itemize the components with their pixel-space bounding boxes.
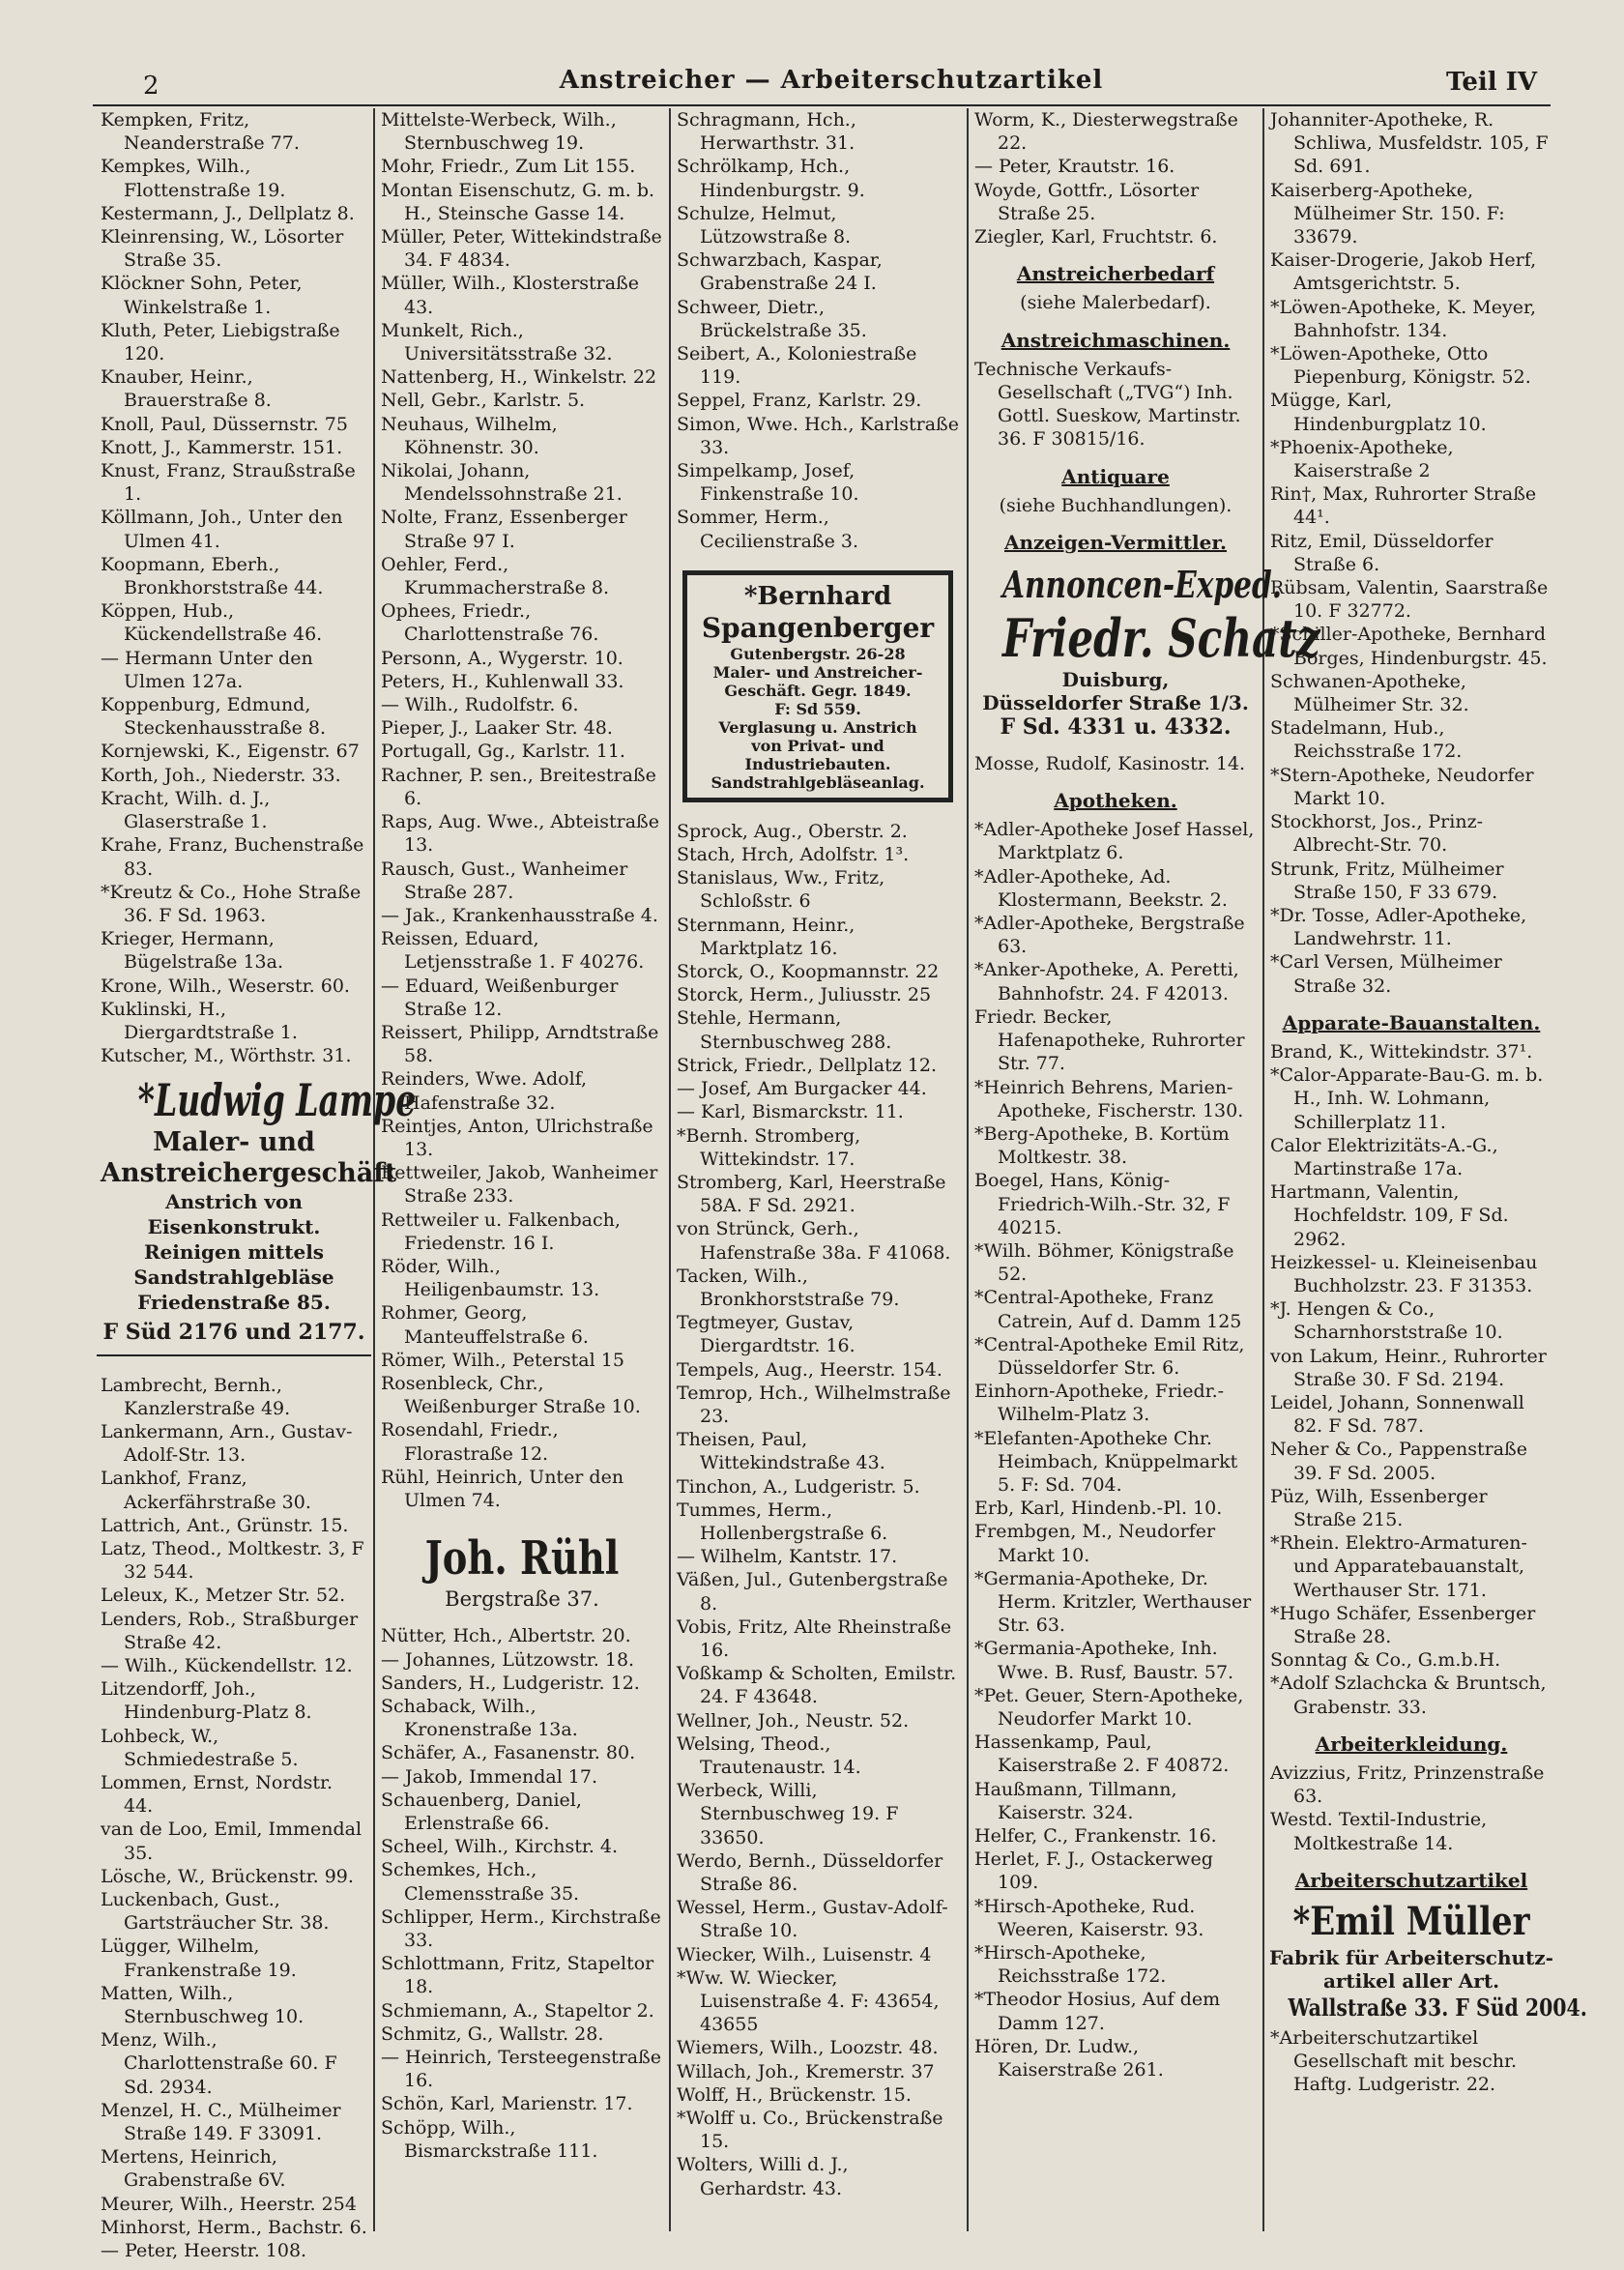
advert-ludwig-lampe (97, 1067, 417, 1355)
advert-spangenberger (682, 570, 953, 802)
entry-list (1266, 1040, 1556, 1719)
directory-entry: Heizkessel- u. Kleineisenbau Buchholzstr. 23. F 31353. (1270, 1251, 1538, 1296)
directory-entry: *Löwen-Apotheke, Otto Piepenburg, Königstr. 52. (1270, 343, 1531, 389)
section-heading: Antiquare (1061, 464, 1170, 488)
directory-entry: Schwanen-Apotheke, Mülheimer Str. 32. (1270, 670, 1469, 716)
directory-entry: Knauber, Heinr., Brauerstraße 8. (101, 366, 272, 412)
column-3 (673, 108, 965, 2235)
directory-entry: — Hermann Unter den Ulmen 127a. (101, 647, 313, 692)
directory-entry: Schmitz, G., Wallstr. 28. (381, 2023, 604, 2045)
directory-entry: von Lakum, Heinr., Ruhrorter Straße 30. F Sd. 2194. (1270, 1345, 1547, 1390)
column-4 (971, 108, 1320, 2235)
directory-entry: Hören, Dr. Ludw., Kaiserstraße 261. (974, 2035, 1164, 2081)
directory-entry: Püz, Wilh, Essenberger Straße 215. (1270, 1485, 1488, 1530)
directory-entry: Knust, Franz, Straußstraße 1. (101, 460, 356, 506)
directory-entry: Simpelkamp, Josef, Finkenstraße 10. (677, 460, 859, 506)
directory-entry: — Wilh., Rudolfstr. 6. (381, 694, 579, 716)
directory-entry: Calor Elektrizitäts-A.-G., Martinstraße 17a. (1270, 1134, 1498, 1179)
directory-entry: *Phoenix-Apotheke, Kaiserstraße 2 (1270, 436, 1454, 482)
directory-entry: Brand, K., Wittekindstr. 37¹. (1270, 1040, 1533, 1062)
advert-joh-ruehl (377, 1529, 667, 1611)
directory-entry: Mosse, Rudolf, Kasinostr. 14. (974, 752, 1246, 774)
directory-entry: Rettweiler u. Falkenbach, Friedenstr. 16 I. (381, 1208, 621, 1254)
entry-list (97, 1374, 371, 2263)
directory-entry: *Wilh. Böhmer, Königstraße 52. (974, 1239, 1234, 1286)
entry-list (97, 108, 371, 1067)
directory-entry: Munkelt, Rich., Universitätsstraße 32. (381, 319, 613, 365)
directory-entry: Lattrich, Ant., Grünstr. 15. (101, 1514, 349, 1536)
directory-entry: *Arbeiterschutzartikel Gesellschaft mit beschr. Haftg. Ludgeristr. 22. (1270, 2026, 1518, 2096)
directory-entry: Lankermann, Arn., Gustav-Adolf-Str. 13. (101, 1420, 353, 1467)
directory-entry: Nolte, Franz, Essenberger Straße 97 I. (381, 507, 627, 552)
directory-entry: Kestermann, J., Dellplatz 8. (101, 202, 355, 224)
advert-line: Anstreichergeschäft (101, 1158, 397, 1189)
directory-entry: — Josef, Am Burgacker 44. (677, 1078, 927, 1100)
directory-entry: Mohr, Friedr., Zum Lit 155. (381, 156, 636, 178)
directory-entry: *Heinrich Behrens, Marien-Apotheke, Fischerstr. 130. (974, 1076, 1244, 1121)
advert-street: Bergstraße 37. (445, 1587, 599, 1612)
column-1 (97, 108, 417, 2262)
advert-city: Duisburg, (1061, 668, 1170, 692)
page-number: 2 (143, 72, 160, 101)
directory-entry: Köllmann, Joh., Unter den Ulmen 41. (101, 507, 343, 552)
directory-entry: Mertens, Heinrich, Grabenstraße 6V. (101, 2146, 286, 2192)
directory-entry: *Löwen-Apotheke, K. Meyer, Bahnhofstr. 134. (1270, 296, 1536, 341)
advert-line: Friedenstraße 85. (137, 1291, 331, 1315)
directory-entry: Kaiserberg-Apotheke, Mülheimer Str. 150. F: 33679. (1270, 179, 1505, 248)
directory-entry: Koopmann, Eberh., Bronkhorststraße 44. (101, 553, 324, 599)
directory-entry: Lambrecht, Bernh., Kanzlerstraße 49. (101, 1374, 291, 1419)
directory-entry: Menzel, H. C., Mülheimer Straße 149. F 33091. (101, 2099, 341, 2145)
directory-entry: *Anker-Apotheke, A. Peretti, Bahnhofstr. 24. F 42013. (974, 959, 1239, 1004)
section-note: (siehe Buchhandlungen). (999, 494, 1232, 516)
directory-entry: Schöpp, Wilh., Bismarckstraße 111. (381, 2116, 598, 2162)
directory-entry: *Pet. Geuer, Stern-Apotheke, Neudorfer Markt 10. (974, 1684, 1244, 1730)
advert-line: von Privat- und (751, 736, 884, 755)
directory-entry: Seibert, A., Koloniestraße 119. (677, 343, 917, 389)
directory-entry: Woyde, Gottfr., Lösorter Straße 25. (974, 179, 1200, 224)
directory-entry: Portugall, Gg., Karlstr. 11. (381, 741, 625, 763)
directory-entry: Mittelste-Werbeck, Wilh., Sternbuschweg 19. (381, 109, 617, 155)
directory-entry: Röder, Wilh., Heiligenbaumstr. 13. (381, 1255, 600, 1301)
directory-entry: Wiemers, Wilh., Loozstr. 48. (677, 2037, 939, 2059)
directory-entry: Werbeck, Willi, Sternbuschweg 19. F 33650. (677, 1780, 899, 1848)
directory-entry: Tegtmeyer, Gustav, Diergardtstr. 16. (677, 1312, 856, 1357)
directory-entry: Personn, A., Wygerstr. 10. (381, 647, 624, 669)
directory-entry: *Bernh. Stromberg, Wittekindstr. 17. (677, 1124, 861, 1170)
directory-entry: Vobis, Fritz, Alte Rheinstraße 16. (677, 1615, 952, 1661)
entry-list (971, 108, 1261, 248)
directory-entry: Lohbeck, W., Schmiedestraße 5. (101, 1725, 299, 1770)
directory-entry: Matten, Wilh., Sternbuschweg 10. (101, 1982, 304, 2028)
advert-phone: F Süd 2176 und 2177. (102, 1320, 365, 1346)
directory-entry: Krieger, Hermann, Bügelstraße 13a. (101, 928, 283, 974)
section-heading: Apparate-Bauanstalten. (1282, 1010, 1541, 1034)
directory-entry: Krahe, Franz, Buchenstraße 83. (101, 834, 364, 880)
directory-entry: Wolff, H., Brückenstr. 15. (677, 2083, 912, 2106)
entry-list (377, 108, 667, 1512)
directory-entry: Rachner, P. sen., Breitestraße 6. (381, 764, 656, 809)
directory-entry: Pieper, J., Laaker Str. 48. (381, 717, 613, 740)
directory-entry: Lommen, Ernst, Nordstr. 44. (101, 1771, 334, 1818)
directory-entry: Väßen, Jul., Gutenbergstraße 8. (677, 1569, 948, 1615)
directory-entry: Tempels, Aug., Heerstr. 154. (677, 1358, 942, 1381)
directory-entry: Klöckner Sohn, Peter, Winkelstraße 1. (101, 273, 303, 318)
directory-entry: Montan Eisenschutz, G. m. b. H., Steinsche Gasse 14. (381, 179, 655, 224)
directory-entry: Avizzius, Fritz, Prinzenstraße 63. (1270, 1762, 1545, 1808)
column-2 (377, 108, 667, 2235)
directory-entry: *Berg-Apotheke, B. Kortüm Moltkestr. 38. (974, 1122, 1230, 1169)
directory-entry: Helfer, C., Frankenstr. 16. (974, 1825, 1217, 1847)
directory-entry: — Heinrich, Tersteegenstraße 16. (381, 2047, 662, 2092)
advert-line: Reinigen mittels Sandstrahlgebläse (133, 1240, 334, 1290)
directory-entry: Seppel, Franz, Karlstr. 29. (677, 390, 922, 412)
directory-entry: *Ww. W. Wiecker, Luisenstraße 4. F: 43654, 43655 (677, 1966, 940, 2036)
directory-entry: Minhorst, Herm., Bachstr. 6. (101, 2216, 367, 2238)
directory-entry: Leidel, Johann, Sonnenwall 82. F Sd. 787. (1270, 1391, 1524, 1438)
advert-phone: Wallstraße 33. F Süd 2004. (1288, 1994, 1587, 2023)
directory-entry: Scheel, Wilh., Kirchstr. 4. (381, 1836, 619, 1858)
directory-entry: Lösche, W., Brückenstr. 99. (101, 1865, 354, 1887)
directory-entry: Neuhaus, Wilhelm, Köhnenstr. 30. (381, 413, 558, 458)
directory-entry: *Kreutz & Co., Hohe Straße 36. F Sd. 1963. (101, 881, 362, 926)
directory-entry: Kempkes, Wilh., Flottenstraße 19. (101, 156, 286, 201)
directory-entry: *Adolf Szlachcka & Bruntsch, Grabenstr. 33. (1270, 1673, 1547, 1718)
directory-entry: Nütter, Hch., Albertstr. 20. (381, 1625, 631, 1647)
directory-entry: Theisen, Paul, Wittekindstraße 43. (677, 1429, 885, 1474)
directory-entry: Ritz, Emil, Düsseldorfer Straße 6. (1270, 530, 1494, 575)
directory-entry: Nattenberg, H., Winkelstr. 22 (381, 366, 657, 389)
directory-entry: Schwarzbach, Kaspar, Grabenstraße 24 I. (677, 249, 883, 295)
directory-entry: Johanniter-Apotheke, R. Schliwa, Musfeldstr. 105, F Sd. 691. (1270, 109, 1549, 178)
directory-entry: *Rhein. Elektro-Armaturen- und Apparatebauanstalt, Werthauser Str. 171. (1270, 1532, 1527, 1601)
directory-entry: Latz, Theod., Moltkestr. 3, F 32 544. (101, 1537, 364, 1584)
directory-entry: Krone, Wilh., Weserstr. 60. (101, 975, 350, 997)
directory-entry: Leleux, K., Metzer Str. 52. (101, 1585, 346, 1607)
directory-entry: Kluth, Peter, Liebigstraße 120. (101, 319, 340, 365)
advert-emil-mueller (1266, 1898, 1587, 2023)
section-heading: Anzeigen-Vermittler. (1004, 531, 1227, 555)
directory-entry: *Adler-Apotheke, Ad. Klostermann, Beekstr. 2. (974, 865, 1228, 911)
directory-entry: Müller, Peter, Wittekindstraße 34. F 4834. (381, 226, 662, 272)
advert-line: Verglasung u. Anstrich (718, 717, 917, 737)
directory-entry: Kutscher, M., Wörthstr. 31. (101, 1045, 352, 1067)
directory-entry: *Hugo Schäfer, Essenberger Straße 28. (1270, 1602, 1536, 1647)
entry-list (1266, 108, 1556, 998)
directory-entry: Stach, Hrch, Adolfstr. 1³. (677, 844, 910, 866)
directory-entry: Rohmer, Georg, Manteuffelstraße 6. (381, 1302, 589, 1348)
advert-line: Anstrich von Eisenkonstrukt. (147, 1190, 321, 1239)
advert-line: Industriebauten. (744, 754, 891, 773)
directory-entry: Tacken, Wilh., Bronkhorststraße 79. (677, 1265, 900, 1310)
directory-entry: — Eduard, Weißenburger Straße 12. (381, 975, 619, 1020)
advert-phone: F Sd. 4331 u. 4332. (1000, 713, 1232, 740)
directory-entry: Schemkes, Hch., Clemensstraße 35. (381, 1859, 580, 1905)
page-header (126, 60, 1537, 99)
directory-entry: Tinchon, A., Ludgeristr. 5. (677, 1475, 920, 1498)
advert-friedr-schatz (971, 562, 1320, 740)
directory-entry: von Strünck, Gerh., Hafenstraße 38a. F 41068. (677, 1218, 951, 1264)
directory-entry: Nell, Gebr., Karlstr. 5. (381, 390, 586, 412)
directory-entry: Stromberg, Karl, Heerstraße 58A. F Sd. 2921. (677, 1171, 946, 1217)
advert-line: Geschäft. Gegr. 1849. (724, 681, 912, 700)
directory-entry: — Peter, Krautstr. 16. (974, 156, 1175, 178)
directory-entry: van de Loo, Emil, Immendal 35. (101, 1819, 362, 1864)
directory-entry: *Germania-Apotheke, Dr. Herm. Kritzler, Werthauser Str. 63. (974, 1567, 1252, 1637)
entry-list (971, 752, 1261, 775)
directory-entry: *Adler-Apotheke Josef Hassel, Marktplatz 6. (974, 819, 1255, 864)
directory-entry: Erb, Karl, Hindenb.-Pl. 10. (974, 1498, 1223, 1520)
directory-entry: Schäfer, A., Fasanenstr. 80. (381, 1742, 636, 1764)
directory-entry: Schweer, Dietr., Brückelstraße 35. (677, 296, 867, 341)
directory-entry: *Calor-Apparate-Bau-G. m. b. H., Inh. W. Lohmann, Schillerplatz 11. (1270, 1064, 1544, 1133)
entry-list (1266, 2026, 1556, 2097)
directory-entry: Schmiemann, A., Stapeltor 2. (381, 1999, 654, 2022)
advert-line: Maler- und Anstreicher- (712, 662, 923, 682)
directory-entry: Kleinrensing, W., Lösorter Straße 35. (101, 226, 344, 272)
directory-entry: Boegel, Hans, König-Friedrich-Wilh.-Str. 32, F 40215. (974, 1170, 1231, 1238)
directory-entry: Lügger, Wilhelm, Frankenstraße 19. (101, 1935, 297, 1981)
advert-street: Gutenbergstr. 26-28 (730, 644, 906, 663)
directory-entry: Knott, J., Kammerstr. 151. (101, 436, 343, 458)
directory-entry: Technische Verkaufs-Gesellschaft („TVG“) Inh. Gottl. Sueskow, Martinstr. 36. F 30815/16. (974, 358, 1241, 451)
directory-entry: — Karl, Bismarckstr. 11. (677, 1101, 904, 1123)
directory-entry: — Jakob, Immendal 17. (381, 1765, 598, 1788)
directory-entry: Wolters, Willi d. J., Gerhardstr. 43. (677, 2154, 849, 2199)
part-label: Teil IV (1445, 68, 1537, 97)
page-title: Anstreicher — Arbeiterschutzartikel (559, 66, 1104, 95)
directory-entry: Schulze, Helmut, Lützowstraße 8. (677, 202, 852, 248)
directory-entry: Wessel, Herm., Gustav-Adolf-Straße 10. (677, 1897, 948, 1942)
directory-entry: Rübsam, Valentin, Saarstraße 10. F 32772. (1270, 577, 1549, 623)
directory-entry: Simon, Wwe. Hch., Karlstraße 33. (677, 413, 959, 458)
directory-entry: Korth, Joh., Niederstr. 33. (101, 764, 341, 786)
directory-entry: Schauenberg, Daniel, Erlenstraße 66. (381, 1789, 582, 1835)
column-divider (1262, 108, 1264, 2231)
entry-list (971, 358, 1261, 451)
column-5 (1266, 108, 1587, 2235)
entry-list (673, 820, 965, 2200)
advert-street: Düsseldorfer Straße 1/3. (982, 691, 1249, 715)
directory-entry: Strick, Friedr., Dellplatz 12. (677, 1054, 938, 1076)
directory-entry: *J. Hengen & Co., Scharnhorststraße 10. (1270, 1298, 1503, 1344)
directory-entry: Strunk, Fritz, Mülheimer Straße 150, F 33 679. (1270, 858, 1504, 903)
directory-entry: Ophees, Friedr., Charlottenstraße 76. (381, 600, 599, 646)
directory-entry: Sprock, Aug., Oberstr. 2. (677, 820, 908, 842)
advert-name: Friedr. Schatz (1002, 607, 1320, 670)
directory-entry: *Stern-Apotheke, Neudorfer Markt 10. (1270, 764, 1534, 809)
directory-entry: Frembgen, M., Neudorfer Markt 10. (974, 1521, 1216, 1566)
directory-entry: Storck, Herm., Juliusstr. 25 (677, 984, 932, 1006)
directory-entry: Stehle, Hermann, Sternbuschweg 288. (677, 1007, 892, 1053)
directory-entry: Wiecker, Wilh., Luisenstr. 4 (677, 1943, 932, 1965)
section-heading: Arbeiterschutzartikel (1294, 1868, 1528, 1892)
directory-entry: Kracht, Wilh. d. J., Glaserstraße 1. (101, 787, 271, 833)
directory-entry: Werdo, Bernh., Düsseldorfer Straße 86. (677, 1849, 943, 1895)
directory-entry: Sternmann, Heinr., Marktplatz 16. (677, 914, 856, 959)
directory-entry: *Schiller-Apotheke, Bernhard Borges, Hindenburgstr. 45. (1270, 624, 1548, 669)
entry-list (377, 1624, 667, 2163)
directory-entry: Rühl, Heinrich, Unter den Ulmen 74. (381, 1466, 624, 1511)
advert-line: artikel aller Art. (1322, 1969, 1500, 1994)
directory-entry: Hassenkamp, Paul, Kaiserstraße 2. F 40872. (974, 1732, 1230, 1777)
directory-entry: Mügge, Karl, Hindenburgplatz 10. (1270, 390, 1487, 435)
directory-entry: Schaback, Wilh., Kronenstraße 13a. (381, 1696, 578, 1741)
directory-entry: Wellner, Joh., Neustr. 52. (677, 1709, 910, 1732)
directory-entry: Knoll, Paul, Düssernstr. 75 (101, 413, 348, 435)
directory-entry: Kaiser-Drogerie, Jakob Herf, Amtsgerichtstr. 5. (1270, 249, 1537, 295)
directory-entry: *Central-Apotheke Emil Ritz, Düsseldorfer Str. 6. (974, 1333, 1245, 1379)
directory-entry: *Central-Apotheke, Franz Catrein, Auf d. Damm 125 (974, 1287, 1242, 1332)
directory-entry: Schrölkamp, Hch., Hindenburgstr. 9. (677, 156, 865, 201)
directory-entry: — Johannes, Lützowstr. 18. (381, 1648, 635, 1671)
directory-entry: Ziegler, Karl, Fruchtstr. 6. (974, 226, 1218, 248)
directory-entry: Schlottmann, Fritz, Stapeltor 18. (381, 1953, 654, 1998)
directory-entry: Meurer, Wilh., Heerstr. 254 (101, 2193, 357, 2215)
directory-entry: Oehler, Ferd., Krummacherstraße 8. (381, 553, 609, 599)
directory-entry: Lenders, Rob., Straßburger Straße 42. (101, 1608, 359, 1653)
directory-entry: Koppenburg, Edmund, Steckenhausstraße 8. (101, 694, 326, 740)
directory-entry: Schön, Karl, Marienstr. 17. (381, 2093, 633, 2115)
directory-entry: Friedr. Becker, Hafenapotheke, Ruhrorter Str. 77. (974, 1005, 1245, 1075)
advert-name: Joh. Rühl (424, 1531, 620, 1586)
column-divider (669, 108, 671, 2231)
advert-line: Sandstrahlgebläseanlag. (710, 772, 925, 792)
advert-name: *Emil Müller (1292, 1899, 1530, 1945)
header-rule (93, 104, 1551, 106)
advert-phone: F: Sd 559. (774, 699, 861, 718)
directory-entry: Willach, Joh., Kremerstr. 37 (677, 2060, 935, 2082)
directory-entry: Kornjewski, K., Eigenstr. 67 (101, 741, 360, 763)
directory-entry: *Carl Versen, Mülheimer Straße 32. (1270, 951, 1502, 997)
directory-entry: Köppen, Hub., Kückendellstraße 46. (101, 600, 323, 646)
directory-entry: Kempken, Fritz, Neanderstraße 77. (101, 109, 300, 155)
directory-entry: Reissen, Eduard, Letjensstraße 1. F 40276. (381, 928, 645, 974)
advert-name: *Ludwig Lampe (137, 1074, 417, 1127)
directory-entry: Sommer, Herm., Cecilienstraße 3. (677, 507, 859, 552)
directory-entry: Raps, Aug. Wwe., Abteistraße 13. (381, 811, 659, 857)
directory-entry: *Hirsch-Apotheke, Rud. Weeren, Kaiserstr. 93. (974, 1895, 1204, 1940)
directory-entry: *Dr. Tosse, Adler-Apotheke, Landwehrstr. 11. (1270, 904, 1527, 950)
directory-entry: Westd. Textil-Industrie, Moltkestraße 14. (1270, 1809, 1488, 1854)
directory-entry: Herlet, F. J., Ostackerweg 109. (974, 1848, 1213, 1894)
directory-entry: Rosendahl, Friedr., Florastraße 12. (381, 1419, 559, 1465)
directory-entry: Stadelmann, Hub., Reichsstraße 172. (1270, 717, 1463, 763)
advert-line: Fabrik für Arbeiterschutz- (1269, 1946, 1553, 1970)
directory-entry: Reissert, Philipp, Arndtstraße 58. (381, 1021, 659, 1067)
directory-entry: Litzendorff, Joh., Hindenburg-Platz 8. (101, 1678, 312, 1724)
directory-entry: *Wolff u. Co., Brückenstraße 15. (677, 2108, 943, 2153)
directory-entry: Worm, K., Diesterwegstraße 22. (974, 109, 1238, 155)
advert-name: *Bernhard (743, 581, 892, 611)
directory-entry: *Germania-Apotheke, Inh. Wwe. B. Rusf, Baustr. 57. (974, 1638, 1234, 1683)
section-heading: Arbeiterkleidung. (1315, 1732, 1508, 1756)
directory-entry: Tummes, Herm., Hollenbergstraße 6. (677, 1499, 888, 1544)
section-note: (siehe Malerbedarf). (1020, 292, 1211, 314)
entry-list (971, 818, 1261, 2081)
advert-line: Annoncen-Exped. (1002, 563, 1283, 607)
directory-entry: Müller, Wilh., Klosterstraße 43. (381, 273, 640, 318)
directory-entry: — Wilh., Kückendellstr. 12. (101, 1654, 353, 1676)
directory-entry: Sanders, H., Ludgeristr. 12. (381, 1672, 640, 1694)
section-heading: Apotheken. (1054, 789, 1177, 813)
directory-entry: Rin†, Max, Ruhrorter Straße 44¹. (1270, 483, 1537, 529)
entry-list (1266, 1761, 1556, 1855)
directory-entry: Neher & Co., Pappenstraße 39. F Sd. 2005. (1270, 1439, 1527, 1484)
directory-entry: Schlipper, Herm., Kirchstraße 33. (381, 1906, 661, 1952)
directory-entry: Lankhof, Franz, Ackerfährstraße 30. (101, 1468, 311, 1513)
section-heading: Anstreichmaschinen. (1000, 328, 1231, 352)
directory-entry: Kuklinski, H., Diergardtstraße 1. (101, 998, 298, 1043)
directory-entry: Sonntag & Co., G.m.b.H. (1270, 1649, 1501, 1672)
directory-entry: *Adler-Apotheke, Bergstraße 63. (974, 913, 1245, 958)
directory-entry: — Jak., Krankenhausstraße 4. (381, 904, 658, 926)
directory-entry: *Theodor Hosius, Auf dem Damm 127. (974, 1989, 1221, 2034)
directory-entry: Schragmann, Hch., Herwarthstr. 31. (677, 109, 856, 155)
directory-entry: Hartmann, Valentin, Hochfeldstr. 109, F Sd. 2962. (1270, 1181, 1509, 1250)
directory-entry: Voßkamp & Scholten, Emilstr. 24. F 43648. (677, 1663, 957, 1708)
directory-entry: *Elefanten-Apotheke Chr. Heimbach, Knüppelmarkt 5. F: Sd. 704. (974, 1427, 1238, 1496)
directory-entry: Menz, Wilh., Charlottenstraße 60. F Sd. 2934. (101, 2029, 337, 2098)
directory-entry: Welsing, Theod., Trautenaustr. 14. (677, 1732, 861, 1778)
section-heading: Anstreicherbedarf (1016, 262, 1215, 286)
directory-entry: Rosenbleck, Chr., Weißenburger Straße 10. (381, 1372, 641, 1418)
directory-entry: Römer, Wilh., Peterstal 15 (381, 1349, 624, 1371)
advert-line: Maler- und (153, 1127, 315, 1158)
directory-entry: Haußmann, Tillmann, Kaiserstr. 324. (974, 1778, 1177, 1823)
directory-entry: Einhorn-Apotheke, Friedr.-Wilhelm-Platz 3. (974, 1381, 1225, 1426)
advert-name: Spangenberger (701, 611, 935, 644)
entry-list (673, 108, 965, 553)
directory-entry: Stanislaus, Ww., Fritz, Schloßstr. 6 (677, 867, 885, 913)
directory-entry: Nikolai, Johann, Mendelssohnstraße 21. (381, 460, 623, 506)
directory-entry: Rettweiler, Jakob, Wanheimer Straße 233. (381, 1162, 658, 1208)
directory-entry: Peters, H., Kuhlenwall 33. (381, 670, 624, 692)
directory-entry: Storck, O., Koopmannstr. 22 (677, 961, 940, 983)
directory-entry: Luckenbach, Gust., Gartsträucher Str. 38. (101, 1889, 330, 1935)
directory-entry: Stockhorst, Jos., Prinz-Albrecht-Str. 70. (1270, 811, 1484, 857)
directory-entry: Reinders, Wwe. Adolf, Hafenstraße 32. (381, 1068, 588, 1114)
directory-entry: Reintjes, Anton, Ulrichstraße 13. (381, 1115, 653, 1160)
directory-entry: — Wilhelm, Kantstr. 17. (677, 1546, 898, 1568)
directory-entry: *Hirsch-Apotheke, Reichsstraße 172. (974, 1942, 1167, 1988)
directory-entry: Temrop, Hch., Wilhelmstraße 23. (677, 1382, 951, 1427)
column-divider (967, 108, 969, 2231)
directory-entry: Rausch, Gust., Wanheimer Straße 287. (381, 858, 628, 903)
directory-entry: — Peter, Heerstr. 108. (101, 2240, 307, 2262)
